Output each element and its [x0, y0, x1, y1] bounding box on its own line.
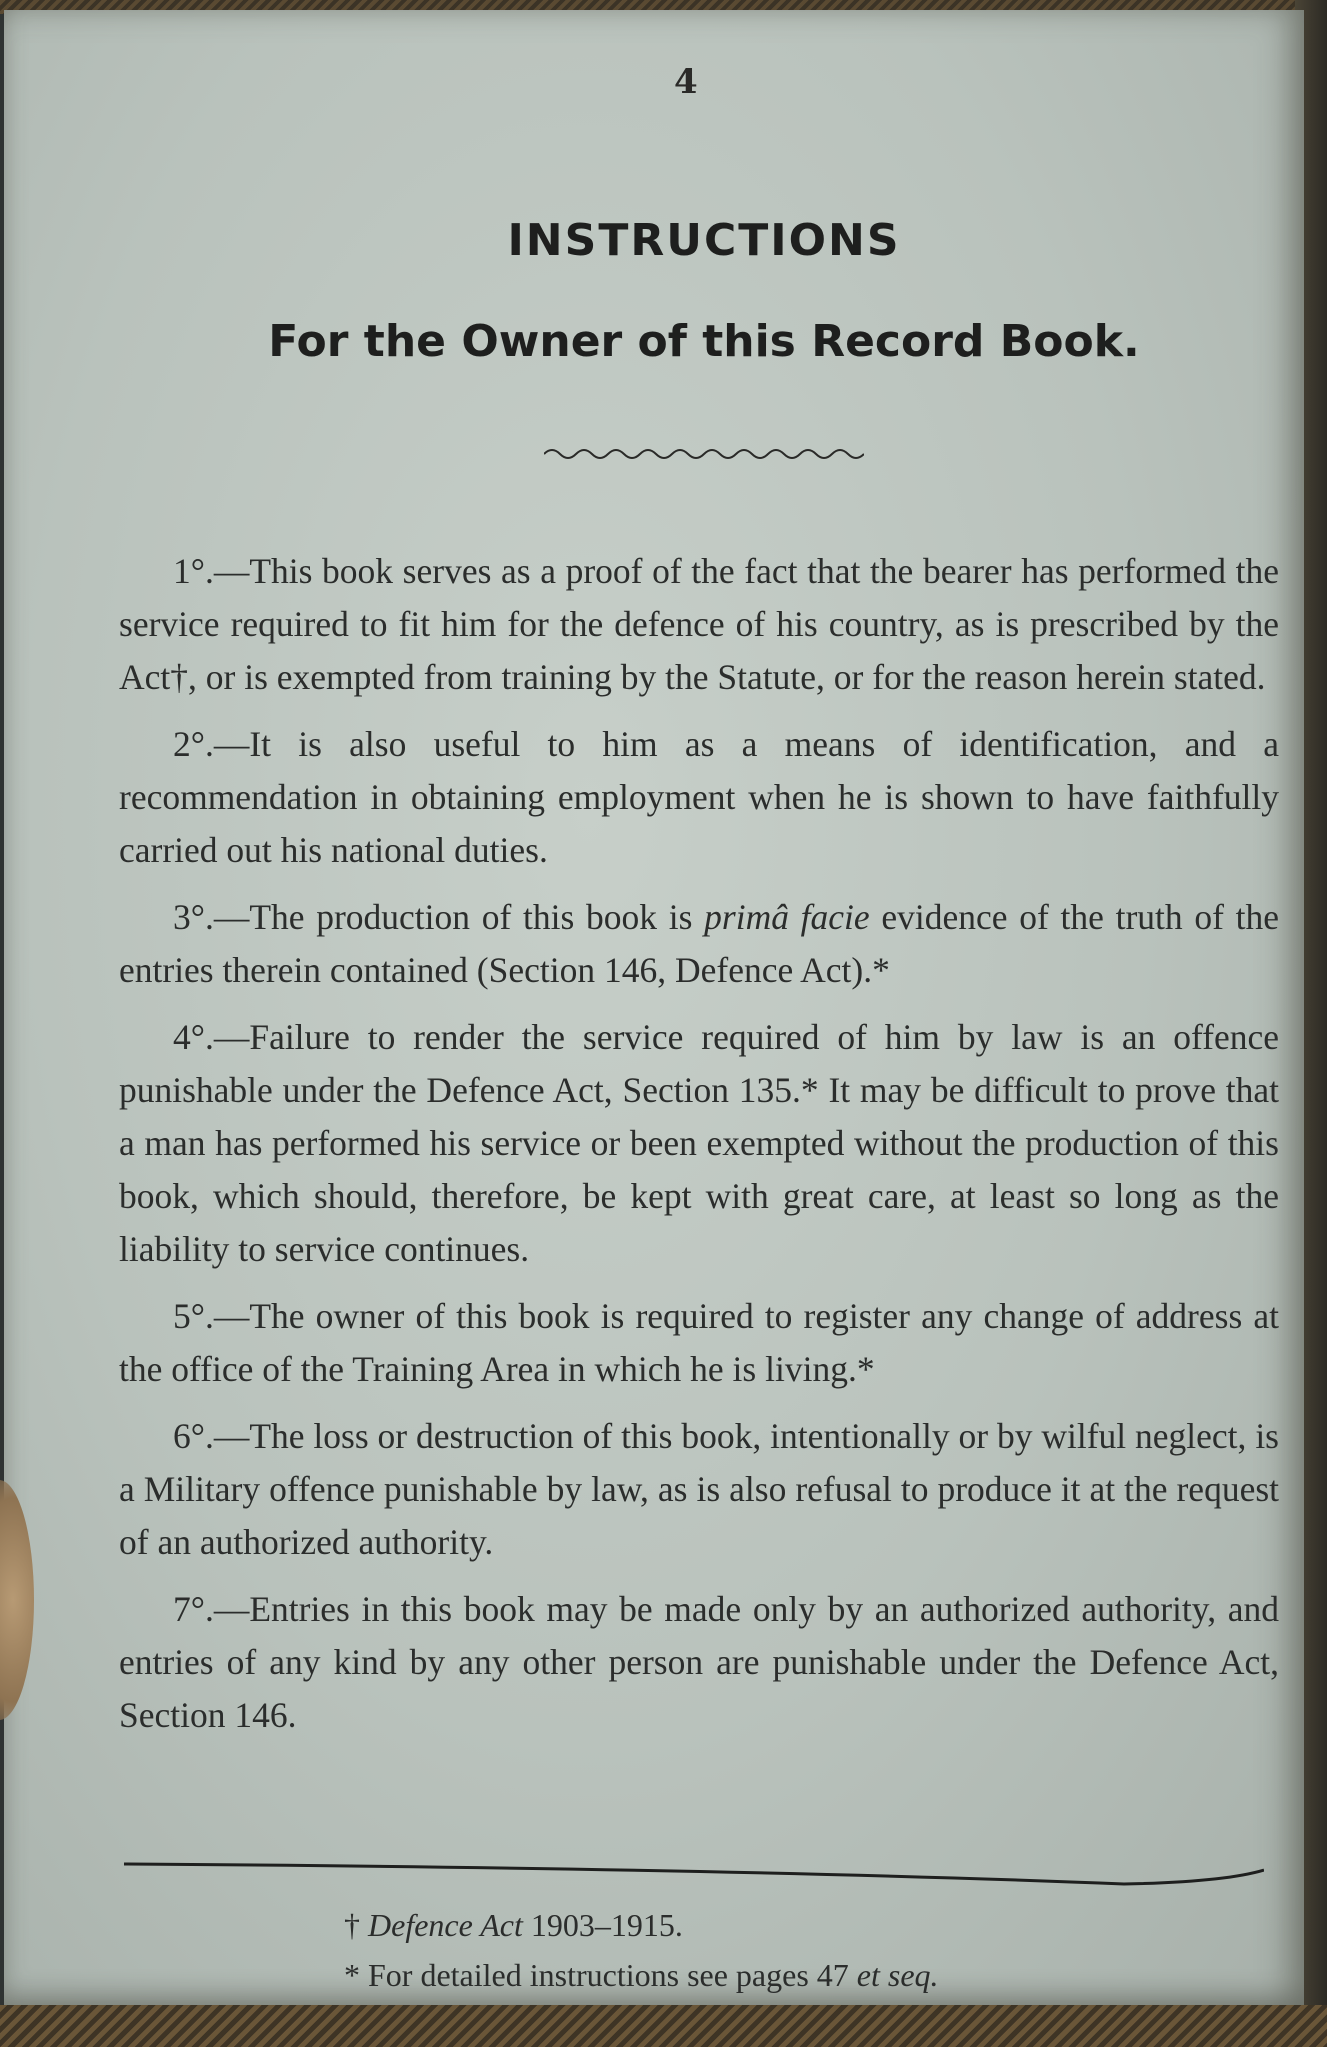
paragraph-5: 5°.—The owner of this book is required to register any change of address at the office of the Training Area in which he is living.*	[119, 1296, 1279, 1389]
paragraph-2: 2°.—It is also useful to him as a means of identification, and a recommendation in obtaining employment when he is shown to have faithfully carried out his national duties.	[119, 724, 1279, 870]
page-subtitle: For the Owner of this Record Book.	[268, 316, 1140, 367]
instructions-body	[119, 545, 1279, 1756]
paragraph-7: 7°.—Entries in this book may be made only by an authorized authority, and entries of any kind by any other person are punishable under the Defence Act, Section 146.	[119, 1589, 1279, 1735]
paragraph-1: 1°.—This book serves as a proof of the fact that the bearer has performed the service required to fit him for the defence of his country, as is prescribed by the Act†, or is exempted from training by the Statute, or for the reason herein stated.	[119, 551, 1279, 697]
dagger-mark: †	[344, 1907, 360, 1943]
paragraph-3-before: 3°.—The production of this book is	[173, 897, 705, 937]
book-page	[4, 10, 1304, 2008]
page-stain	[0, 1480, 34, 1720]
paragraph-3-after: evidence of the truth of the entries therein contained (Section 146, Defence Act).*	[119, 897, 1280, 990]
cover-edge-bottom	[0, 2005, 1327, 2047]
paragraph-6: 6°.—The loss or destruction of this book, intentionally or by wilful neglect, is a Military offence punishable by law, as is also refusal to produce it at the request of an authorized authority.	[119, 1416, 1279, 1562]
asterisk-text: For detailed instructions see pages 47	[360, 1957, 857, 1993]
footnote-dagger	[344, 1900, 1244, 1950]
page-number: 4	[674, 62, 698, 102]
decorative-squiggle	[544, 442, 864, 462]
paragraph-3	[119, 891, 1279, 997]
footnote-rule	[124, 1860, 1264, 1900]
asterisk-mark: *	[344, 1957, 360, 1993]
paragraph-4: 4°.—Failure to render the service required of him by law is an offence punishable under the Defence Act, Section 135.* It may be difficult to prove that a man has performed his service or been exempted without the production of this book, which should, therefore, be kept with great care, at least so long as the liability to service continues.	[119, 1017, 1279, 1269]
asterisk-italic: et seq.	[856, 1957, 939, 1993]
page-title: INSTRUCTIONS	[507, 215, 901, 266]
footnote-asterisk	[344, 1950, 1244, 2000]
dagger-italic: Defence Act	[368, 1907, 523, 1943]
paragraph-3-italic: primâ facie	[704, 897, 870, 937]
dagger-text: 1903–1915.	[522, 1907, 683, 1943]
footnotes	[344, 1900, 1244, 2000]
